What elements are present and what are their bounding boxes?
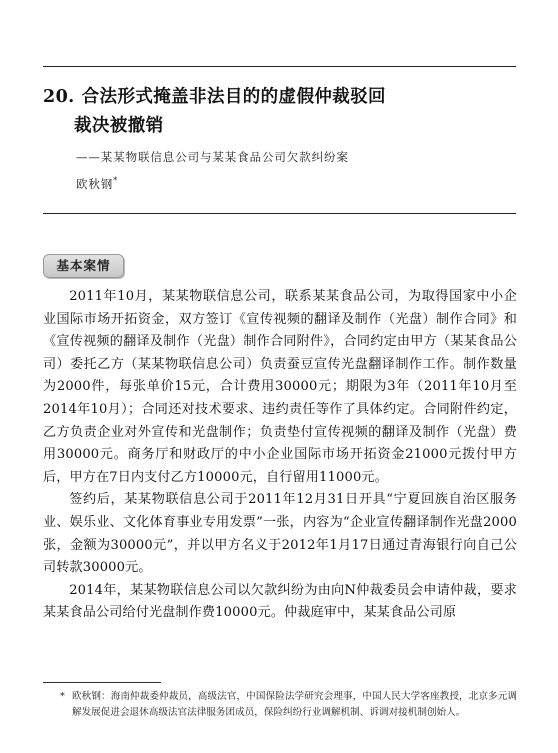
paragraph-3: 2014年，某某物联信息公司以欠款纠纷为由向N仲裁委员会申请仲裁，要求某某食品公司给付光盘制作费10000元。仲裁庭审中，某某食品公司原 xyxy=(43,582,517,621)
case-title xyxy=(43,83,513,141)
paragraph-2: 签约后，某某物联信息公司于2011年12月31日开具“宁夏回族自治区服务业、娱乐业、文化体育事业专用发票”一张，内容为“企业宣传翻译制作光盘2000张，金额为30000元”，并以甲方名义于2012年1月17日通过青海银行向自己公司转款30000元。 xyxy=(43,492,517,576)
header-bottom-rule xyxy=(43,213,516,214)
title-line-2: 裁决被撤销 xyxy=(74,116,164,136)
footnote-text: 欧秋钢：海南仲裁委仲裁员，高级法官，中国保险法学研究会理事，中国人民大学客座教授，北京多元调解发展促进会退休高级法官法律服务团成员，保险纠纷行业调解机制、诉调对接机制创始人。 xyxy=(72,691,517,718)
footnote-separator xyxy=(43,682,161,683)
case-number: 20. xyxy=(43,87,75,107)
paragraph-1: 2011年10月，某某物联信息公司，联系某某食品公司，为取得国家中小企业国际市场开拓资金，双方签订《宣传视频的翻译及制作（光盘）制作合同》和《宣传视频的翻译及制作（光盘）制作合同附件》，合同约定由甲方（某某食品公司）委托乙方（某某物联信息公司）负责蚕豆宣传光盘翻译制作工作。制作数量为2000件，每张单价15元，合计费用30000元；期限为3年（2011年10月至2014年10月）；合同还对技术要求、违约责任等作了具体约定。合同附件约定，乙方负责企业对外宣传和光盘制作；负责垫付宣传视频的翻译及制作（光盘）费用30000元。商务厅和财政厅的中小企业国际市场开拓资金21000元拨付甲方后，甲方在7日内支付乙方10000元，自行留用11000元。 xyxy=(43,289,517,485)
author-footnote-mark: * xyxy=(113,176,119,186)
case-body xyxy=(43,286,517,625)
case-subtitle: ——某某物联信息公司与某某食品公司欠款纠纷案 xyxy=(76,150,349,164)
author xyxy=(76,176,118,192)
footnote-mark: * xyxy=(60,691,65,702)
top-rule xyxy=(43,66,516,67)
author-name: 欧秋钢 xyxy=(76,177,114,191)
footnote xyxy=(43,689,517,721)
title-line-1: 合法形式掩盖非法目的的虚假仲裁驳回 xyxy=(81,87,386,107)
section-heading-badge: 基本案情 xyxy=(43,254,124,278)
